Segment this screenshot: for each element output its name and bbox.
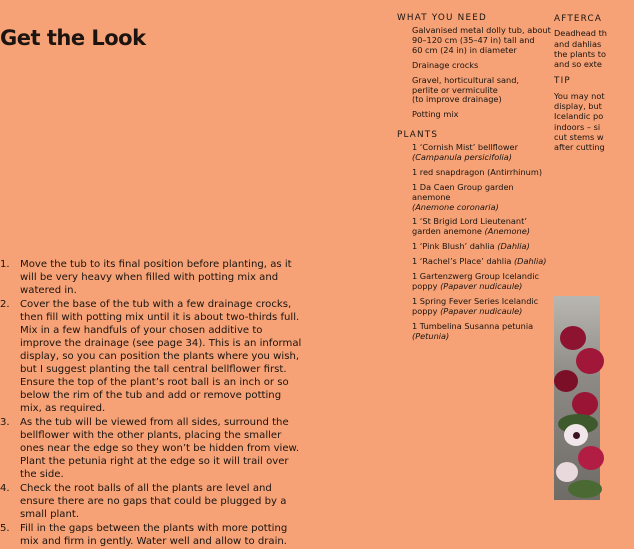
list-item: Drainage crocks <box>412 59 479 70</box>
instruction-step: 1. Move the tub to its final position before planting, as it will be very heavy when filled with potting mix and watered in. <box>0 259 292 296</box>
list-item: Gravel, horticultural sand, perlite or vermiculite (to improve drainage) <box>412 74 520 105</box>
instruction-step: 3. As the tub will be viewed from all sides, surround the bellflower with the other plants, placing the smaller ones near the edge so they won’t be hidden from view. Plant the petunia right at the edge so it will trail over the side. <box>0 417 300 480</box>
list-item: 1 red snapdragon (Antirrhinum) <box>412 166 543 177</box>
tip-line: indoors – si <box>554 121 601 132</box>
tip-line: after cutting <box>554 142 605 153</box>
petunia-flower-icon <box>576 348 604 374</box>
aftercare-heading: AFTERCA <box>554 14 603 24</box>
list-item: 1 Da Caen Group garden anemone (Anemone coronaria) <box>412 181 514 212</box>
instruction-step: 5. Fill in the gaps between the plants with more potting mix and firm in gently. Water well and allow to drain. <box>0 523 288 547</box>
instruction-step: 2. Cover the base of the tub with a few drainage crocks, then fill with potting mix until it is about two-thirds full. Mix in a few handfuls of your chosen additive to improve the drainage (see page 34). This is an informal display, so you can position the plants where you wish, but I suggest planting the tall central bellflower first. Ensure the top of the plant’s root ball is an inch or so below the rim of the tub and add or remove potting mix, as required. <box>0 299 302 414</box>
page-title: Get the Look <box>0 26 146 51</box>
tip-line: display, but <box>554 101 602 112</box>
list-item: 1 ‘Pink Blush’ dahlia (Dahlia) <box>412 241 530 252</box>
aftercare-line: the plants to <box>554 48 607 59</box>
aftercare-line: and so exte <box>554 59 602 70</box>
instructions-list <box>0 258 304 549</box>
list-item: 1 ‘Rachel’s Place’ dahlia (Dahlia) <box>412 256 547 267</box>
petunia-flower-icon <box>554 370 578 392</box>
aftercare-section <box>554 14 634 153</box>
list-item: 1 Gartenzwerg Group Icelandic poppy (Papaver nudicaule) <box>412 271 539 291</box>
petunia-flower-icon <box>578 446 604 470</box>
what-you-need-heading: WHAT YOU NEED <box>397 13 487 23</box>
tip-heading: TIP <box>554 76 571 87</box>
list-item: Potting mix <box>412 109 459 120</box>
aftercare-line: and dahlias <box>554 38 602 49</box>
list-item: 1 Spring Fever Series Icelandic poppy (Papaver nudicaule) <box>412 295 539 316</box>
what-you-need-list <box>412 26 552 125</box>
plants-heading: PLANTS <box>397 130 439 140</box>
tip-line: You may not <box>554 90 605 101</box>
anemone-flower-icon <box>556 462 578 482</box>
tip-line: cut stems w <box>554 131 604 142</box>
flower-center-icon <box>573 432 580 439</box>
petunia-flower-icon <box>560 326 586 350</box>
tip-line: Icelandic po <box>554 111 604 122</box>
list-item: Galvanised metal dolly tub, about 90–120 cm (35–47 in) tall and 60 cm (24 in) in diameter <box>412 25 551 55</box>
aftercare-line: Deadhead th <box>554 28 607 39</box>
flower-photo <box>554 296 600 500</box>
leaf-icon <box>568 480 602 498</box>
list-item: 1 ‘St Brigid Lord Lieutenant’ garden anemone (Anemone) <box>412 216 530 237</box>
plants-list <box>412 143 552 347</box>
instruction-step: 4. Check the root balls of all the plants are level and ensure there are no gaps that could be plugged by a small plant. <box>0 483 287 520</box>
petunia-flower-icon <box>572 392 598 416</box>
list-item: 1 ‘Cornish Mist’ bellflower (Campanula persicifolia) <box>412 142 518 162</box>
list-item: 1 Tumbelina Susanna petunia (Petunia) <box>412 320 534 341</box>
